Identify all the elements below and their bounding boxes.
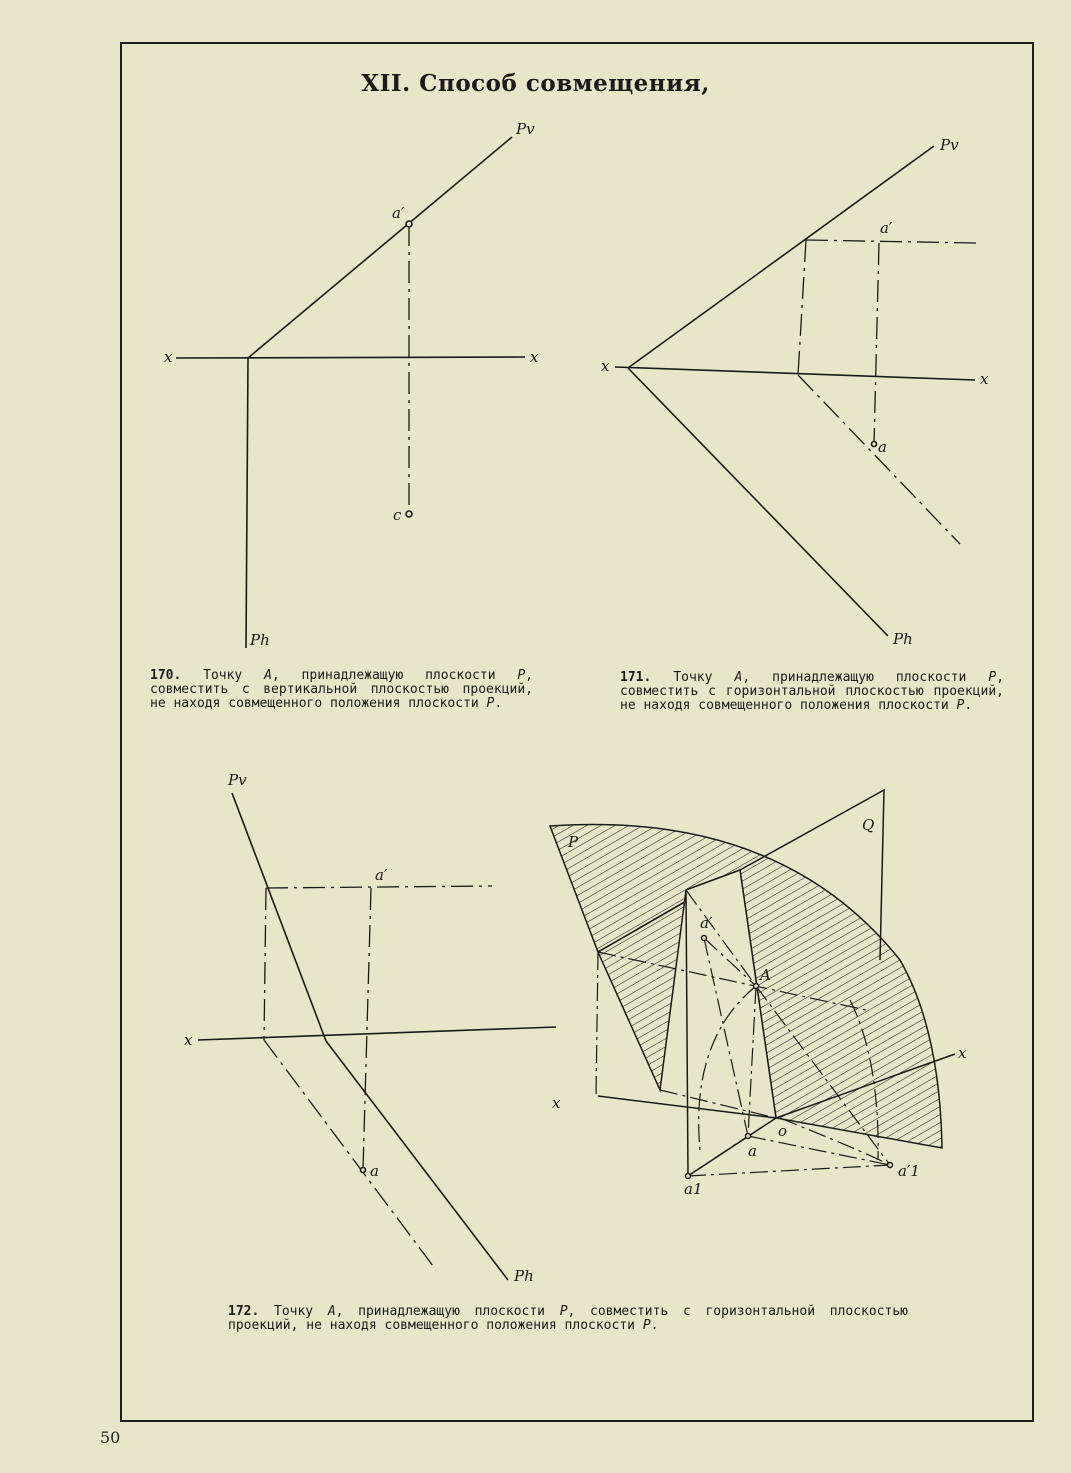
- fig172-x-axis: [198, 1027, 556, 1040]
- caption-171: 171. Точку A, принадлежащую плоскости P, совместить с горизонтальной плоскостью проекций, не находя совмещенного положения плоскости P.: [620, 670, 1005, 713]
- caption-171-number: 171.: [620, 670, 652, 685]
- fig170-pv-trace: [248, 137, 512, 358]
- axon-label-p: P: [568, 833, 579, 851]
- figure-170: [176, 137, 525, 648]
- fig172-vertical-dash-left: [264, 888, 266, 1040]
- axon-label-a1: a1: [684, 1180, 703, 1198]
- fig170-point-a-prime: [406, 221, 412, 227]
- fig171-vertical-dash-left: [798, 240, 806, 375]
- axon-label-o: o: [778, 1122, 788, 1140]
- fig171-label-pv: Pv: [940, 136, 959, 154]
- fig172-label-ph: Ph: [514, 1267, 534, 1285]
- axon-point-a: [746, 1134, 751, 1139]
- page-title: XII. Способ совмещения,: [361, 70, 710, 97]
- fig170-x-axis: [176, 357, 525, 358]
- fig171-label-a-prime: a′: [880, 219, 893, 237]
- fig170-label-x-left: x: [164, 348, 173, 366]
- fig172-rotation-line: [264, 1040, 436, 1270]
- axon-label-A: A: [760, 966, 771, 984]
- fig171-rotation-line: [798, 375, 960, 544]
- fig171-label-x-right: x: [980, 370, 989, 388]
- fig171-label-x-left: x: [601, 357, 610, 375]
- axon-point-a1-prime: [888, 1163, 893, 1168]
- fig171-horizontal-dash: [806, 240, 976, 243]
- page-number: 50: [100, 1428, 121, 1447]
- fig170-ph-trace: [246, 358, 248, 648]
- axon-label-q: Q: [862, 816, 875, 834]
- caption-170-number: 170.: [150, 668, 182, 683]
- fig172-projection-line: [363, 888, 371, 1170]
- caption-172-number: 172.: [228, 1304, 260, 1319]
- fig171-ph-trace: [628, 368, 888, 636]
- fig170-label-x-right: x: [530, 348, 539, 366]
- fig171-projection-line: [874, 243, 879, 444]
- axon-label-a1-prime: a′1: [898, 1162, 920, 1180]
- axon-label-a: a: [748, 1142, 757, 1160]
- fig170-point-c: [406, 511, 412, 517]
- fig171-label-a: a: [878, 438, 887, 456]
- fig170-label-a-prime: a′: [392, 204, 405, 222]
- caption-170: 170. Точку A, принадлежащую плоскости P, совместить с вертикальной плоскостью проекций, не находя совмещенного положения плоскости P.: [150, 668, 533, 711]
- axon-label-x-left: x: [552, 1094, 561, 1112]
- fig172-ph-trace: [326, 1041, 508, 1280]
- fig172-point-a: [361, 1168, 366, 1173]
- fig172-label-a: a: [370, 1162, 379, 1180]
- figure-172-axonometric: [550, 790, 955, 1179]
- fig172-pv-trace: [232, 793, 326, 1041]
- fig172-label-a-prime: a′: [375, 866, 388, 884]
- axon-label-a-prime: a′: [700, 914, 713, 932]
- fig171-point-a: [872, 442, 877, 447]
- fig170-label-c: c: [393, 506, 402, 524]
- fig170-label-ph: Ph: [250, 631, 270, 649]
- caption-172: 172. Точку A, принадлежащую плоскости P, совместить с горизонтальной плоскостью проекций, не находя совмещенного положения плоскости P.: [228, 1304, 908, 1333]
- fig171-x-axis: [615, 367, 975, 380]
- figure-171: [615, 146, 976, 636]
- axon-point-a-prime: [702, 936, 707, 941]
- axon-point-a1: [686, 1174, 691, 1179]
- fig172-horizontal-dash: [266, 886, 492, 888]
- fig171-label-ph: Ph: [893, 630, 913, 648]
- axon-label-x-right: x: [958, 1044, 967, 1062]
- axon-point-A: [754, 984, 759, 989]
- fig172-label-pv: Pv: [228, 771, 247, 789]
- fig172-label-x-left: x: [184, 1031, 193, 1049]
- fig170-label-pv: Pv: [516, 120, 535, 138]
- fig171-pv-trace: [628, 146, 934, 368]
